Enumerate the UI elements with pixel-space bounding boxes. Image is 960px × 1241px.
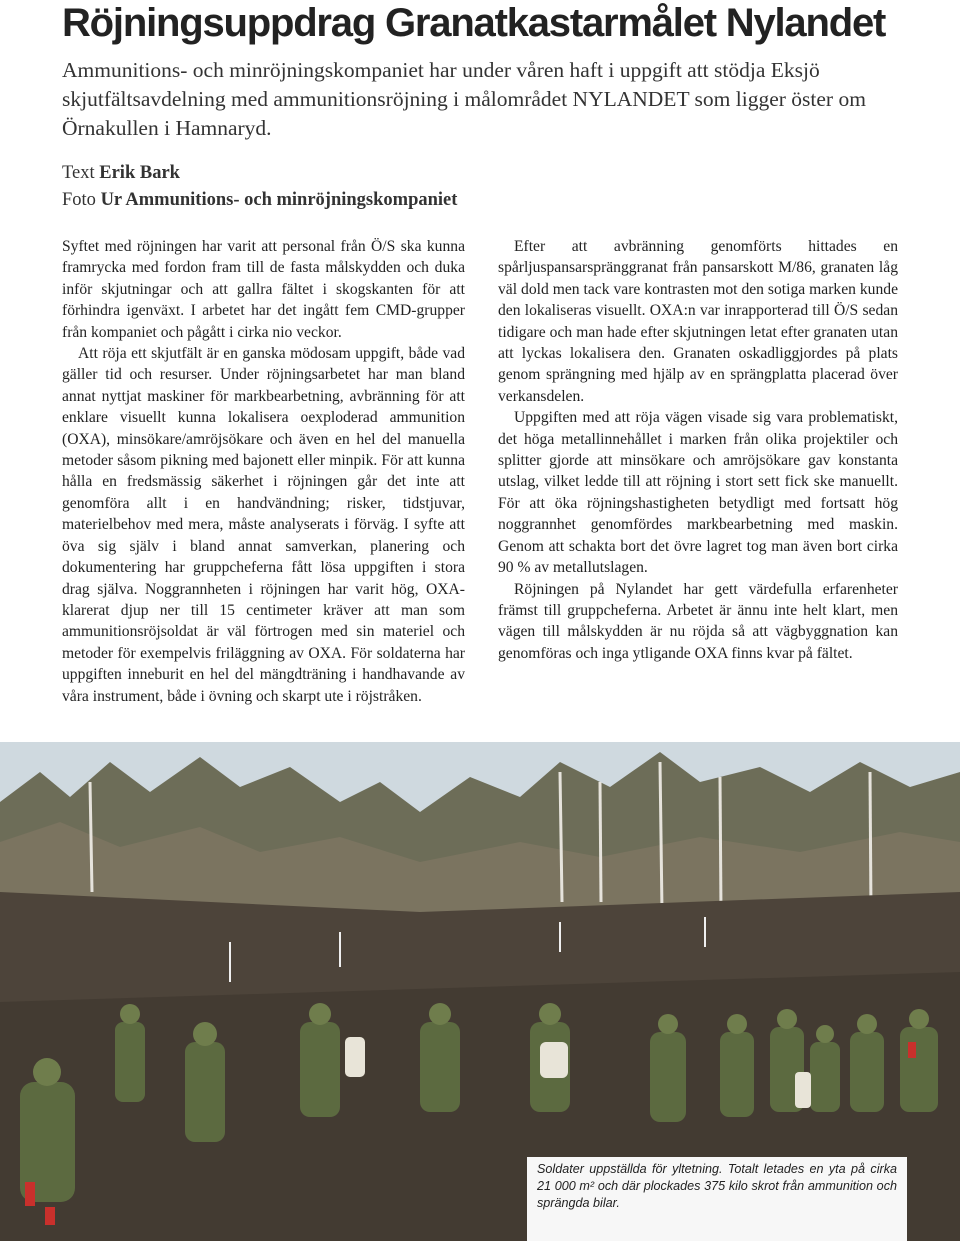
- body-paragraph: Syftet med röjningen har varit att personal från Ö/S ska kunna framrycka med fordon fram till de fasta målskydden och duka inför skjutningar och att gallra fältet i skogskanten för att förhindra igenväxt. I arbetet har det ingått fem CMD-grupper från kompaniet och pågått i cirka nio veckor.: [62, 238, 465, 341]
- byline-photo-label: Foto: [62, 190, 96, 210]
- byline-text-label: Text: [62, 163, 95, 183]
- byline-photo: [62, 187, 762, 214]
- article-title: Röjningsuppdrag Granatkastarmålet Nylandet: [62, 1, 886, 45]
- byline: [62, 160, 762, 214]
- body-column-right: [498, 236, 898, 664]
- photo-caption: Soldater uppställda för yltetning. Totalt letades en yta på cirka 21 000 m² och där plockades 375 kilo skrot från ammunition och sprängda bilar.: [527, 1157, 907, 1241]
- body-column-left: [62, 236, 465, 707]
- byline-author: [62, 160, 762, 187]
- byline-photographer: Ur Ammunitions- och minröjningskompaniet: [100, 190, 458, 210]
- article-lead: Ammunitions- och minröjningskompaniet har under våren haft i uppgift att stödja Eksjö skjutfältsavdelning med ammunitionsröjning i målområdet NYLANDET som ligger öster om Örnakullen i Hamnaryd.: [62, 58, 866, 140]
- byline-author-name: Erik Bark: [99, 163, 180, 183]
- body-paragraph: Att röja ett skjutfält är en ganska mödosam uppgift, både vad gäller tid och resurser. Under röjningsarbetet har man bland annat nyttjat maskiner för markbearbetning, avbränning för att enklare visuellt kunna lokalisera oexploderad ammunition (OXA), minsökare/amröjsökare och även en hel del manuella metoder såsom pikning med bajonett eller minpik. För att kunna hålla en fredsmässig säkerhet i röjningen går det inte att genomföra allt i en handvändning; risker, tidstjuvar, materielbehov med mera, måste analyserats i förväg. I syfte att öva sig själv i bland annat samverkan, planering och dokumentering har gruppcheferna fått lösa uppgiften i stora drag själva. Noggrannheten i röjningen har varit hög, OXA-klarerat djup ner till 15 centimeter kräver att man som ammunitionsröjsoldat är väl förtrogen med sin materiel och metoder för exempelvis friläggning av OXA. För soldaterna har uppgiften inneburit en hel del mängdträning i handhavande av våra instrument, både i övning och skarpt ute i röjstråken.: [62, 345, 465, 705]
- body-paragraph: Röjningen på Nylandet har gett värdefulla erfarenheter främst till gruppcheferna. Arbetet är ännu inte helt klart, men vägen till målskydden är nu röjda så att vägbyggnation kan genomföras och inga ytligande OXA finns kvar på fältet.: [498, 580, 898, 662]
- body-paragraph: Efter att avbränning genomförts hittades en spårljuspansarspränggranat från pansarskott M/86, granaten låg väl dold men tack vare kontrasten mot den sotiga marken kunde den lokaliseras visuellt. OXA:n var inrapporterad till Ö/S sedan tidigare och man hade efter skjutningen letat efter granaten utan att lyckas lokalisera den. Granaten oskadliggjordes på plats genom sprängning med hjälp av en sprängplatta placerad över verkansdelen.: [498, 238, 898, 405]
- body-paragraph: Uppgiften med att röja vägen visade sig vara problematiskt, det höga metallinnehållet i marken från olika projektiler och splitter gjorde att minsökare och amröjsökare gav konstanta utslag, vilket ledde till att röjning i stort sett fick ske manuellt. För att öka röjningshastigheten betydligt med fortsatt hög noggrannhet genomfördes markbearbetning med maskin. Genom att schakta bort det övre lagret tog man även bort cirka 90 % av metallutslagen.: [498, 409, 898, 577]
